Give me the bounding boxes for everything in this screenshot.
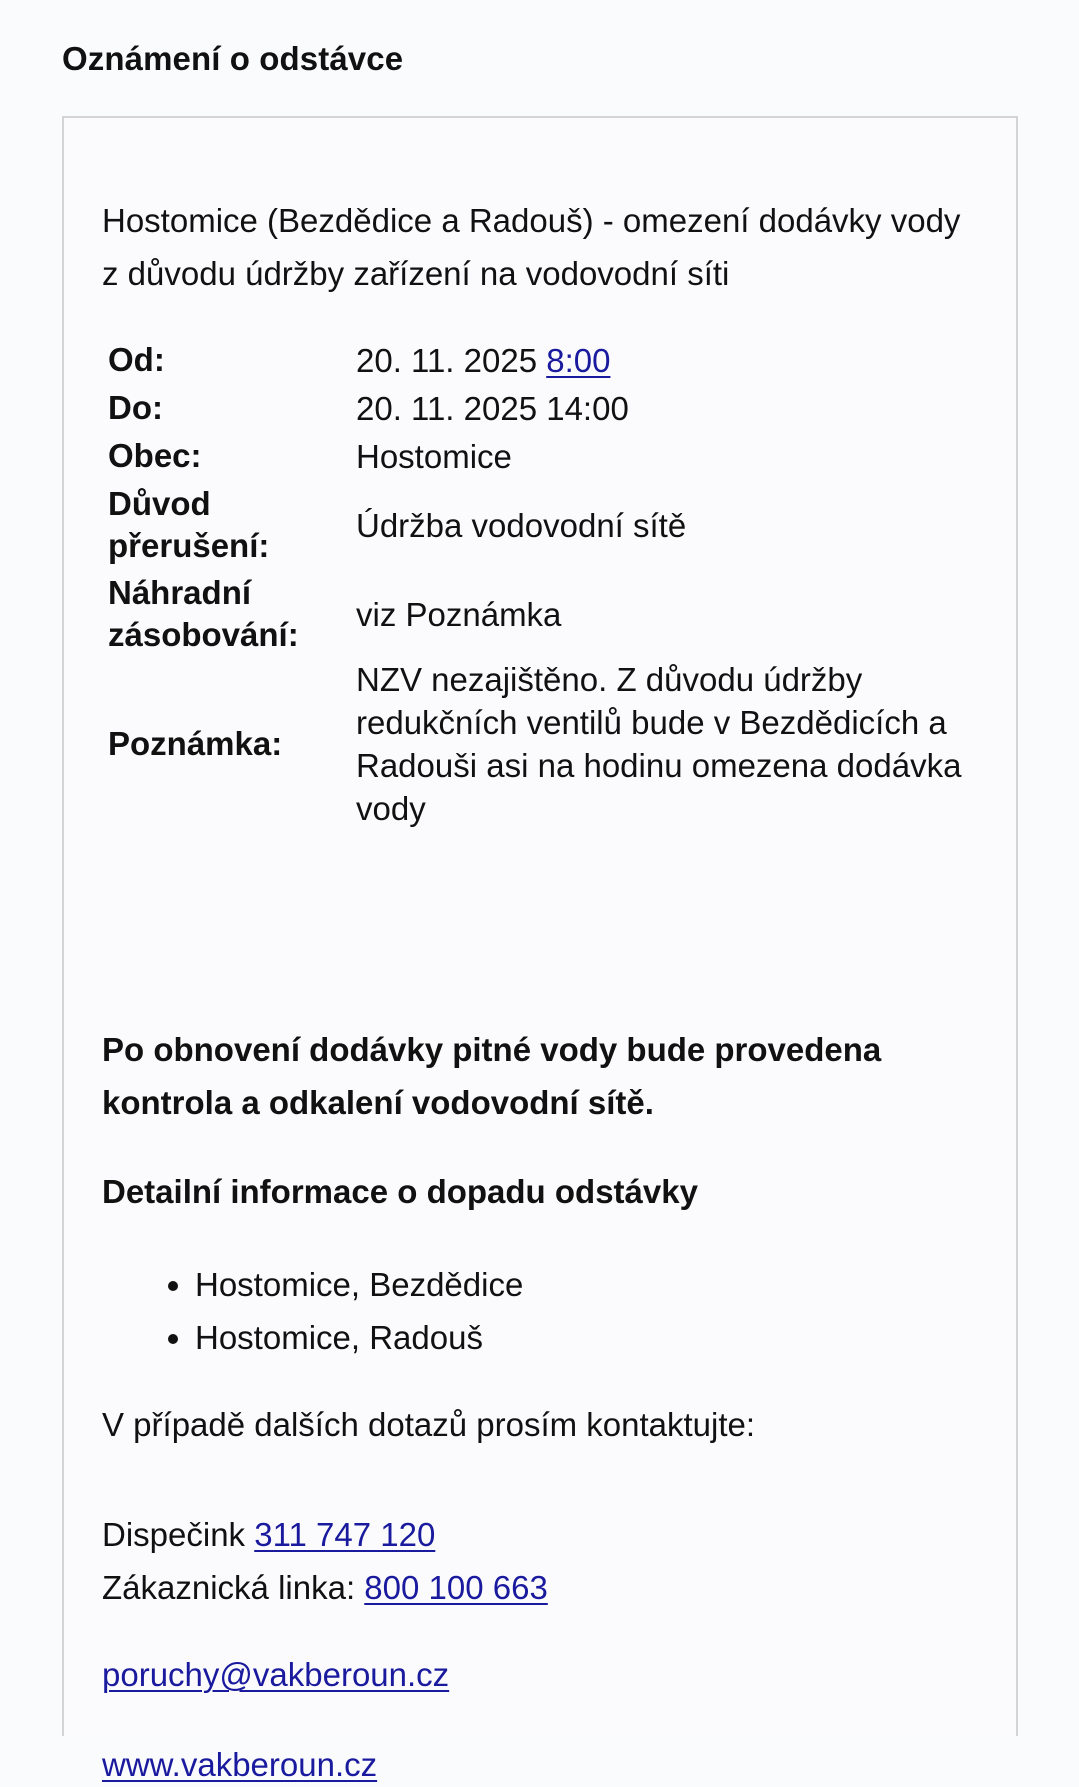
notice-details-table bbox=[102, 336, 982, 830]
detail-row-to bbox=[102, 384, 982, 432]
detail-label: Náhradní zásobování: bbox=[108, 574, 299, 653]
detail-row-municipality bbox=[102, 432, 982, 480]
from-time-link[interactable]: 8:00 bbox=[546, 341, 611, 379]
detail-value: Údržba vodovodní sítě bbox=[356, 506, 687, 544]
detail-row-note bbox=[102, 658, 982, 830]
email-paragraph bbox=[102, 1653, 449, 1697]
dispatch-label: Dispečink bbox=[102, 1516, 255, 1553]
detail-label: Poznámka: bbox=[108, 725, 283, 762]
restoration-note: Po obnovení dodávky pitné vody bude provedena kontrola a odkalení vodovodní sítě. bbox=[102, 1031, 882, 1121]
detail-value: 20. 11. 2025 14:00 bbox=[356, 389, 629, 427]
detail-label: Do: bbox=[108, 389, 163, 426]
detail-row-from bbox=[102, 336, 982, 384]
detail-value bbox=[350, 336, 982, 384]
customer-line bbox=[102, 1561, 548, 1614]
email-link[interactable]: poruchy@vakberoun.cz bbox=[102, 1656, 450, 1693]
detail-row-reason bbox=[102, 480, 982, 570]
detail-label: Důvod přerušení: bbox=[108, 485, 270, 564]
dispatch-phone-link[interactable]: 311 747 120 bbox=[254, 1516, 436, 1553]
contact-intro: V případě dalších dotazů prosím kontaktujte: bbox=[102, 1406, 756, 1443]
detail-label: Obec: bbox=[108, 437, 202, 474]
detail-row-substitute-supply bbox=[102, 570, 982, 658]
page-title: Oznámení o odstávce bbox=[62, 40, 404, 77]
website-link[interactable]: www.vakberoun.cz bbox=[102, 1746, 378, 1783]
website-paragraph bbox=[102, 1743, 377, 1787]
impact-list-item: • Hostomice, Radouš bbox=[195, 1311, 523, 1364]
notice-card bbox=[62, 116, 1018, 1783]
detail-value: NZV nezajištěno. Z důvodu údržby redukčních ventilů bude v Bezdědicích a Radouši asi na hodinu omezena dodávka vody bbox=[356, 661, 962, 827]
contact-phones bbox=[102, 1508, 548, 1614]
notice-headline: Hostomice (Bezdědice a Radouš) - omezení dodávky vody z důvodu údržby zařízení na vodovodní síti bbox=[102, 202, 961, 292]
impact-list bbox=[102, 1258, 523, 1364]
detail-label: Od: bbox=[108, 341, 165, 378]
customer-line-label: Zákaznická linka: bbox=[102, 1569, 365, 1606]
impact-heading: Detailní informace o dopadu odstávky bbox=[102, 1173, 698, 1210]
impact-list-item: • Hostomice, Bezdědice bbox=[195, 1258, 523, 1311]
detail-value: Hostomice bbox=[356, 437, 512, 475]
customer-phone-link[interactable]: 800 100 663 bbox=[364, 1569, 548, 1606]
from-date: 20. 11. 2025 bbox=[356, 341, 547, 379]
detail-value: viz Poznámka bbox=[356, 595, 562, 633]
dispatch-line bbox=[102, 1508, 548, 1561]
